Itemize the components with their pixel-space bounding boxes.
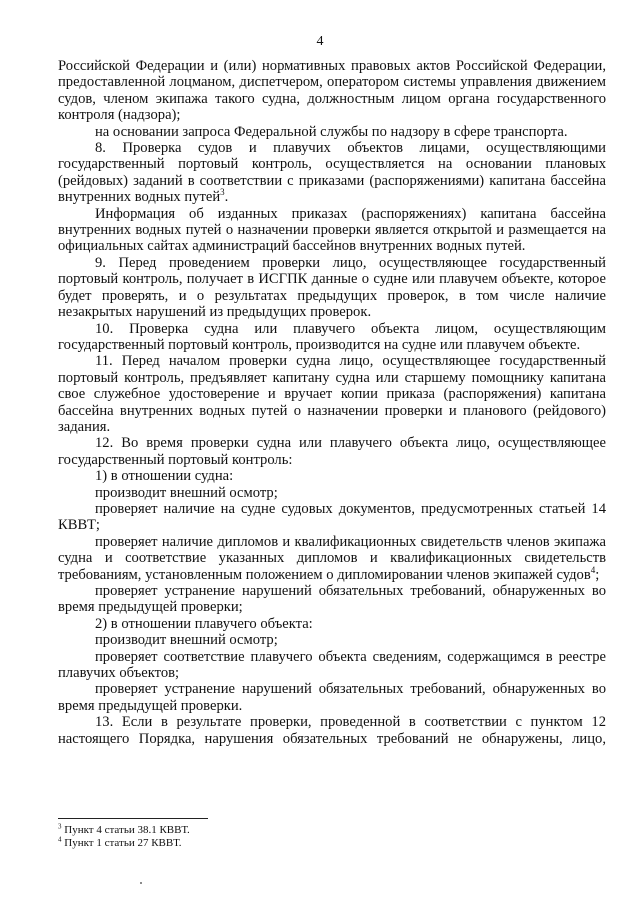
paragraph-text: проверяет соответствие плавучего объекта сведениям, содержащимся в реестре плавучих объектов; (58, 648, 606, 682)
paragraph-text: на основании запроса Федеральной службы по надзору в сфере транспорта. (95, 123, 568, 140)
paragraph-text: производит внешний осмотр; (95, 484, 278, 501)
paragraph-text: 12. Во время проверки судна или плавучего объекта лицо, осуществляющее государственный портовый контроль: (58, 435, 606, 468)
paragraph (58, 140, 606, 206)
paragraph (58, 206, 606, 255)
document-body (58, 58, 606, 747)
paragraph (58, 485, 606, 501)
paragraph-trailing-punctuation: . (224, 189, 229, 206)
footnote-reference: 3 (220, 187, 225, 198)
paragraph (58, 534, 606, 583)
paragraph (58, 353, 606, 435)
paragraph (58, 255, 606, 321)
paragraph-text: производит внешний осмотр; (95, 632, 278, 649)
paragraph (58, 124, 606, 140)
footnote (58, 837, 606, 850)
footnote-reference: 4 (590, 564, 596, 575)
paragraph-text: 11. Перед началом проверки судна лицо, осуществляющее государственный портовый контроль, предъявляет капитану судна или старшему помощнику капитана свое служебное удостоверение и вручает копии приказа (распоряжения) капитана бассейна внутренних водных путей о назначении проверки и планового (рейдового) задания. (58, 353, 606, 435)
paragraph-text: Информация об изданных приказах (распоряжениях) капитана бассейна внутренних водных путей о назначении проверки является открытой и размещается на официальных сайтах администраций бассейнов внутренних водных путей. (58, 205, 606, 255)
paragraph-text: проверяет устранение нарушений обязательных требований, обнаруженных во время предыдущей проверки. (58, 681, 606, 714)
paragraph (58, 58, 606, 124)
footnotes (58, 824, 606, 850)
paragraph-text: 2) в отношении плавучего объекта: (95, 615, 313, 632)
paragraph (58, 616, 606, 632)
paragraph (58, 681, 606, 714)
footnote-separator (58, 818, 208, 819)
paragraph (58, 468, 606, 484)
paragraph (58, 714, 606, 747)
page-number: 4 (316, 34, 324, 49)
paragraph (58, 321, 606, 354)
paragraph (58, 583, 606, 616)
footnote-mark: 4 (58, 835, 62, 844)
paragraph-trailing-punctuation: ; (595, 566, 600, 583)
paragraph-text: проверяет наличие на судне судовых документов, предусмотренных статьей 14 КВВТ; (58, 500, 606, 534)
paragraph (58, 649, 606, 682)
paragraph (58, 435, 606, 468)
paragraph-text: Российской Федерации и (или) нормативных правовых актов Российской Федерации, предоставленной лоцманом, диспетчером, оператором системы управления движением судов, членом экипажа такого судна, должностным лицом органа государственного контроля (надзора); (58, 58, 606, 124)
footnote-text: Пункт 1 статьи 27 КВВТ. (61, 837, 182, 849)
paragraph (58, 632, 606, 648)
paragraph-text: 1) в отношении судна: (95, 468, 234, 485)
paragraph-text: 10. Проверка судна или плавучего объекта лицом, осуществляющим государственный портовый контроль, производится на судне или плавучем объекте. (58, 320, 606, 353)
paragraph-text: 9. Перед проведением проверки лицо, осуществляющее государственный портовый контроль, получает в ИСГПК данные о судне или плавучем объекте, которое будет проверять, и о результатах предыдущих проверок, в том числе наличие незакрытых нарушений из предыдущих проверок. (58, 254, 606, 321)
paragraph-text: 8. Проверка судов и плавучих объектов лицами, осуществляющими государственный портовый контроль, осуществляется на основании плановых (рейдовых) заданий в соответствии с приказами (распоряжениями) капитана бассейна внутренних водных путей (58, 140, 606, 206)
paragraph (58, 501, 606, 534)
paragraph-text: проверяет устранение нарушений обязательных требований, обнаруженных во время предыдущей проверки; (58, 583, 606, 616)
scan-speck (140, 882, 142, 884)
footnote (58, 824, 606, 837)
footnote-text: Пункт 4 статьи 38.1 КВВТ. (61, 824, 190, 836)
paragraph-text: проверяет наличие дипломов и квалификационных свидетельств членов экипажа судна и соответствие указанных дипломов и квалификационных свидетельств требованиям, установленным положением о дипломировании членов экипажей судов (58, 533, 606, 583)
paragraph-text: 13. Если в результате проверки, проведенной в соответствии с пунктом 12 настоящего Порядка, нарушения обязательных требований не обнаружены, лицо, (58, 714, 606, 747)
footnote-mark: 3 (58, 822, 62, 831)
